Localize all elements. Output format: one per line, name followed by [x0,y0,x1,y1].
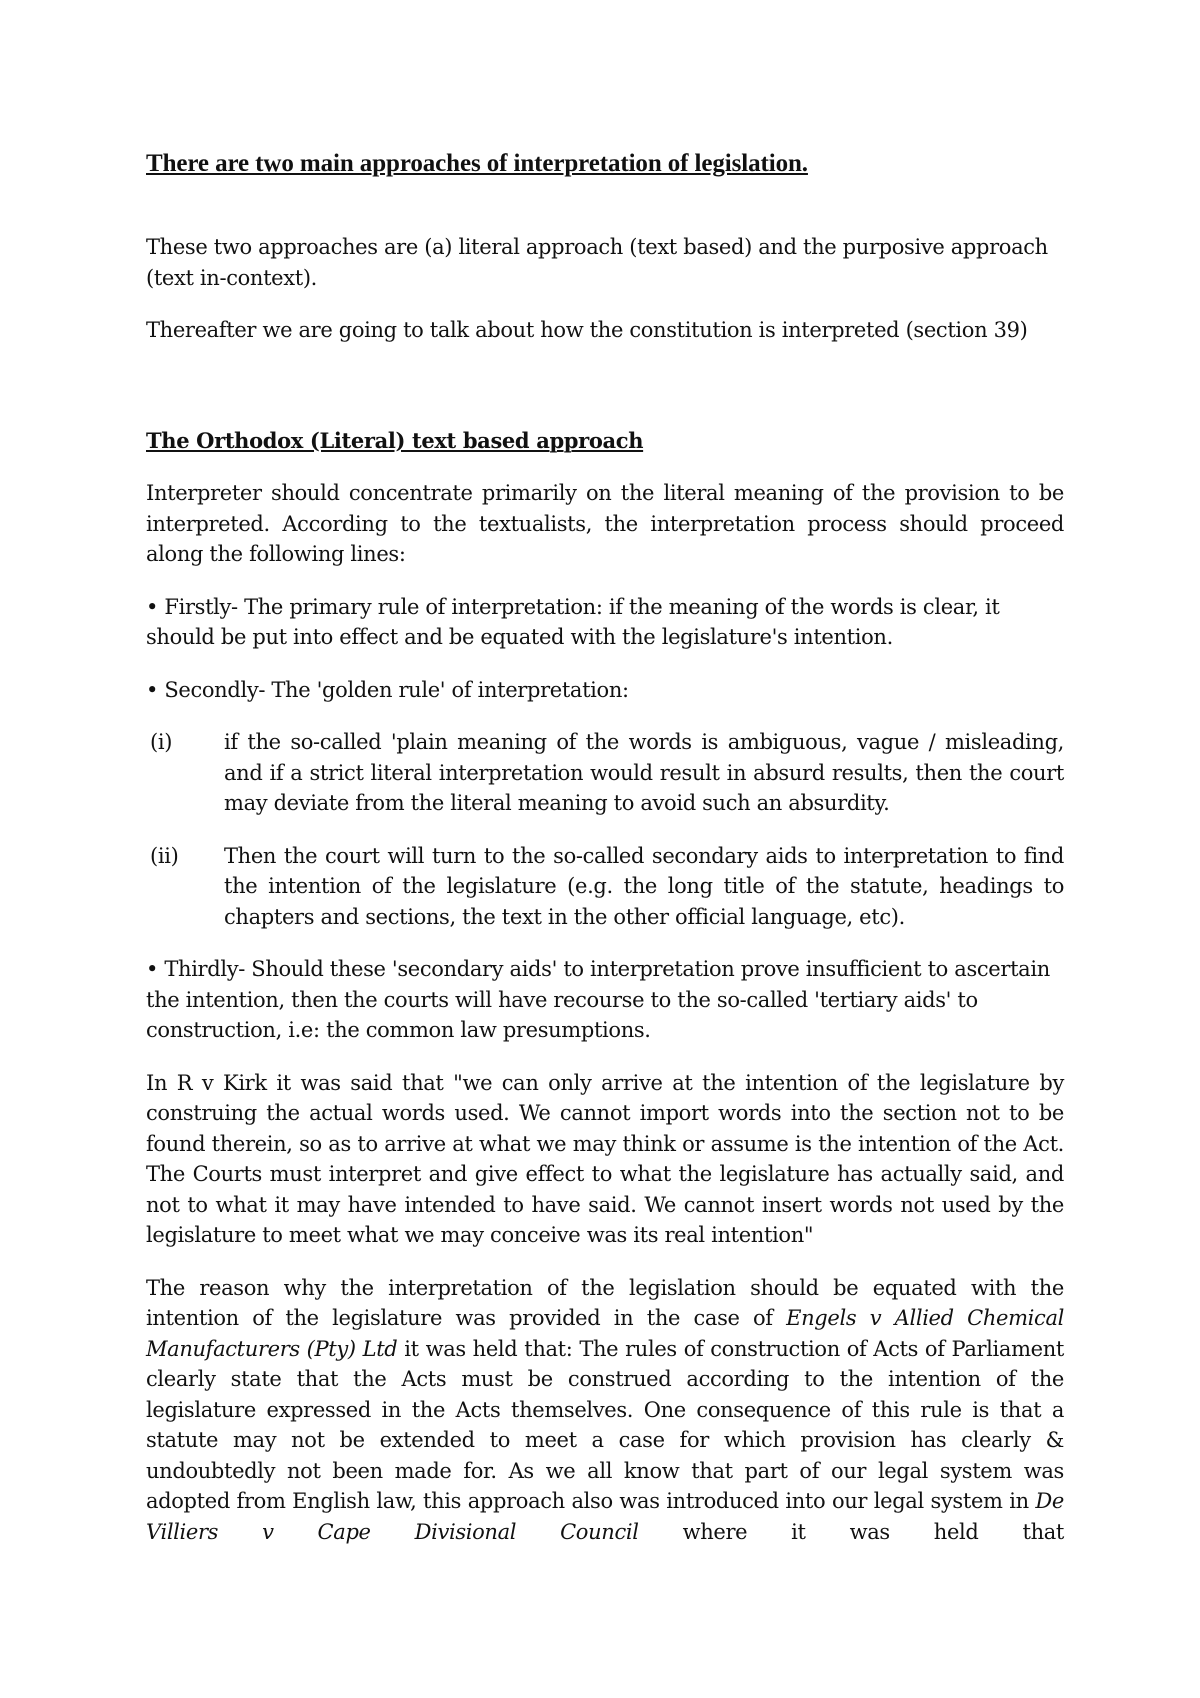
thereafter-paragraph: Thereafter we are going to talk about how the constitution is interpreted (section 39) [146,318,1028,342]
roman-list-item [146,841,1064,933]
kirk-quote-paragraph: In R v Kirk it was said that "we can only arrive at the intention of the legislature by construing the actual words used. We cannot import words into the section not to be found therein, so as to arrive at what we may think or assume is the intention of the Act. The Courts must interpret and give effect to what the legislature has actually said, and not to what it may have intended to have said. We cannot insert words not used by the legislature to meet what we may conceive was its real intention" [146,1070,1064,1247]
case-name-engels: Engels v Allied Chemical Manufacturers (Pty) Ltd [146,1306,1064,1361]
roman-list-item [146,727,1064,819]
roman-numeral: (ii) [150,843,179,868]
bullet-firstly: • Firstly- The primary rule of interpretation: if the meaning of the words is clear, it should be put into effect and be equated with the legislature's intention. [146,594,1000,649]
page-title: There are two main approaches of interpretation of legislation. [146,150,808,177]
roman-item-text: Then the court will turn to the so-called secondary aids to interpretation to find the intention of the legislature (e.g. the long title of the statute, headings to chapters and sections, the text in the other official language, etc). [224,843,1064,929]
reason-text-part1: The reason why the interpretation of the legislation should be equated with the intention of the legislature was provided in the case of [146,1275,1064,1330]
case-name-de-villiers: De Villiers v Cape Divisional Council [146,1489,1064,1544]
reason-text-part2: it was held that: The rules of construction of Acts of Parliament clearly state that the Acts must be construed according to the intention of the legislature expressed in the Acts themselves. One consequence of this rule is that a statute may not be extended to meet a case for which provision has clearly & undoubtedly not been made for. As we all know that part of our legal system was adopted from English law, this approach also was introduced into our legal system in [146,1336,1064,1513]
roman-numeral: (i) [150,730,173,754]
reason-text-part3: where it was held that [638,1519,1064,1544]
roman-item-text: if the so-called 'plain meaning of the words is ambiguous, vague / misleading, and if a strict literal interpretation would result in absurd results, then the court may deviate from the literal meaning to avoid such an absurdity. [224,730,1064,815]
bullet-thirdly: • Thirdly- Should these 'secondary aids' to interpretation prove insufficient to ascertain the intention, then the courts will have recourse to the so-called 'tertiary aids' to construction, i.e: the common law presumptions. [146,957,1050,1042]
section-intro-paragraph: Interpreter should concentrate primarily on the literal meaning of the provision to be interpreted. According to the textualists, the interpretation process should proceed along the following lines: [146,481,1064,566]
document-body [146,148,1064,1569]
bullet-secondly: • Secondly- The 'golden rule' of interpretation: [146,677,629,702]
section-heading: The Orthodox (Literal) text based approach [146,427,644,453]
reason-paragraph [146,1273,1064,1548]
intro-paragraph: These two approaches are (a) literal approach (text based) and the purposive approach (text in-context). [146,235,1048,290]
